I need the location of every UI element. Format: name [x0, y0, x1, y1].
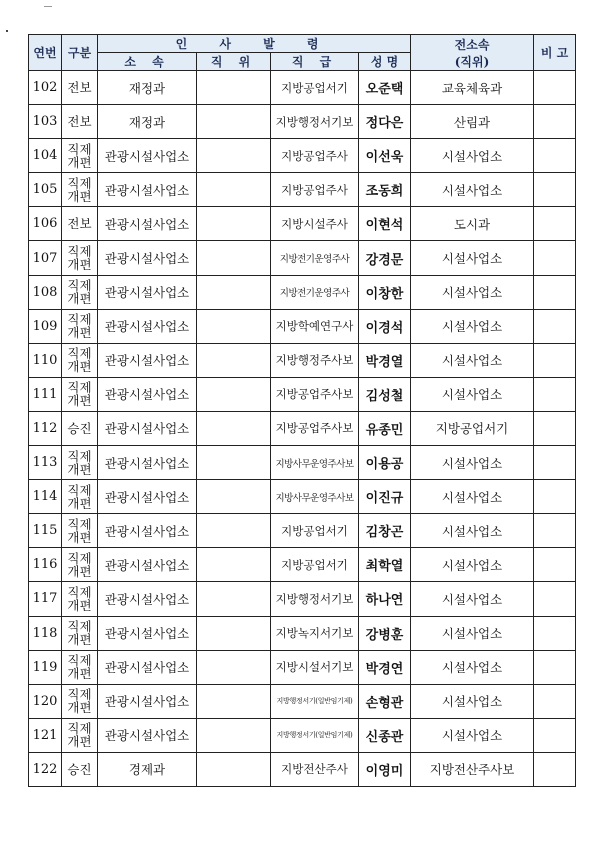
row-grade: 지방사무운영주사보 — [271, 480, 359, 514]
row-number: 105 — [29, 173, 62, 207]
row-grade: 지방시설주사 — [271, 207, 359, 241]
row-name: 손형관 — [359, 684, 411, 718]
row-name: 박경연 — [359, 650, 411, 684]
row-position — [197, 684, 271, 718]
row-grade: 지방공업주사 — [271, 173, 359, 207]
row-note — [534, 684, 576, 718]
row-note — [534, 173, 576, 207]
row-unit: 관광시설사업소 — [98, 616, 197, 650]
row-unit: 경제과 — [98, 752, 197, 786]
header-note: 비 고 — [534, 35, 576, 71]
row-position — [197, 275, 271, 309]
table-row — [29, 411, 576, 445]
row-grade: 지방행정서기보 — [271, 105, 359, 139]
row-kind: 직제 개편 — [62, 139, 98, 173]
row-name: 최학열 — [359, 548, 411, 582]
row-unit: 관광시설사업소 — [98, 207, 197, 241]
row-position — [197, 105, 271, 139]
row-grade: 지방공업주사 — [271, 139, 359, 173]
row-position — [197, 718, 271, 752]
row-previous-unit: 시설사업소 — [411, 309, 534, 343]
row-unit: 관광시설사업소 — [98, 241, 197, 275]
row-unit: 재정과 — [98, 105, 197, 139]
row-position — [197, 139, 271, 173]
row-unit: 관광시설사업소 — [98, 548, 197, 582]
row-note — [534, 446, 576, 480]
row-unit: 관광시설사업소 — [98, 275, 197, 309]
row-kind: 전보 — [62, 105, 98, 139]
row-previous-unit: 시설사업소 — [411, 480, 534, 514]
row-name: 오준택 — [359, 71, 411, 105]
header-position: 직 위 — [197, 53, 271, 71]
row-position — [197, 514, 271, 548]
row-number: 103 — [29, 105, 62, 139]
row-unit: 관광시설사업소 — [98, 684, 197, 718]
row-position — [197, 616, 271, 650]
row-kind: 전보 — [62, 71, 98, 105]
row-name: 이용공 — [359, 446, 411, 480]
row-position — [197, 480, 271, 514]
row-position — [197, 752, 271, 786]
row-kind: 직제 개편 — [62, 241, 98, 275]
row-kind: 직제 개편 — [62, 650, 98, 684]
row-kind: 승진 — [62, 752, 98, 786]
row-number: 110 — [29, 343, 62, 377]
row-previous-unit: 지방전산주사보 — [411, 752, 534, 786]
row-number: 116 — [29, 548, 62, 582]
row-position — [197, 241, 271, 275]
row-grade: 지방녹지서기보 — [271, 616, 359, 650]
row-number: 112 — [29, 411, 62, 445]
row-name: 신종관 — [359, 718, 411, 752]
table-row — [29, 616, 576, 650]
row-note — [534, 275, 576, 309]
row-note — [534, 480, 576, 514]
header-prev-line2: (직위) — [454, 54, 490, 69]
row-note — [534, 582, 576, 616]
row-unit: 관광시설사업소 — [98, 309, 197, 343]
row-previous-unit: 시설사업소 — [411, 616, 534, 650]
row-position — [197, 309, 271, 343]
row-name: 정다은 — [359, 105, 411, 139]
row-note — [534, 411, 576, 445]
row-unit: 관광시설사업소 — [98, 411, 197, 445]
table-row — [29, 480, 576, 514]
table-row — [29, 752, 576, 786]
row-number: 113 — [29, 446, 62, 480]
row-previous-unit: 시설사업소 — [411, 275, 534, 309]
row-previous-unit: 시설사업소 — [411, 377, 534, 411]
row-kind: 직제 개편 — [62, 480, 98, 514]
row-note — [534, 650, 576, 684]
row-unit: 관광시설사업소 — [98, 343, 197, 377]
table-header — [29, 35, 576, 71]
row-number: 104 — [29, 139, 62, 173]
row-position — [197, 446, 271, 480]
scan-mark — [44, 6, 52, 7]
row-note — [534, 752, 576, 786]
header-unit: 소 속 — [98, 53, 197, 71]
row-unit: 관광시설사업소 — [98, 377, 197, 411]
table-row — [29, 514, 576, 548]
row-position — [197, 343, 271, 377]
row-number: 120 — [29, 684, 62, 718]
row-grade: 지방전기운영주사 — [271, 241, 359, 275]
table-row — [29, 241, 576, 275]
row-name: 이영미 — [359, 752, 411, 786]
table-row — [29, 446, 576, 480]
row-name: 박경열 — [359, 343, 411, 377]
row-number: 109 — [29, 309, 62, 343]
row-previous-unit: 시설사업소 — [411, 718, 534, 752]
row-grade: 지방공업주사보 — [271, 411, 359, 445]
row-previous-unit: 시설사업소 — [411, 446, 534, 480]
row-name: 이현석 — [359, 207, 411, 241]
header-order-group: 인 사 발 령 — [98, 35, 411, 53]
row-number: 115 — [29, 514, 62, 548]
row-previous-unit: 시설사업소 — [411, 684, 534, 718]
row-unit: 관광시설사업소 — [98, 139, 197, 173]
row-position — [197, 411, 271, 445]
row-number: 107 — [29, 241, 62, 275]
row-note — [534, 105, 576, 139]
row-name: 강경문 — [359, 241, 411, 275]
row-kind: 직제 개편 — [62, 173, 98, 207]
row-name: 유종민 — [359, 411, 411, 445]
row-grade: 지방전기운영주사 — [271, 275, 359, 309]
row-number: 108 — [29, 275, 62, 309]
row-note — [534, 514, 576, 548]
row-grade: 지방행정서기(일반임기제) — [271, 718, 359, 752]
table-row — [29, 548, 576, 582]
row-kind: 직제 개편 — [62, 548, 98, 582]
row-previous-unit: 시설사업소 — [411, 514, 534, 548]
row-kind: 직제 개편 — [62, 343, 98, 377]
table-row — [29, 139, 576, 173]
table-row — [29, 275, 576, 309]
row-grade: 지방행정서기보 — [271, 582, 359, 616]
row-name: 이진규 — [359, 480, 411, 514]
row-kind: 직제 개편 — [62, 309, 98, 343]
header-kind: 구분 — [62, 35, 98, 71]
row-kind: 직제 개편 — [62, 718, 98, 752]
row-previous-unit: 시설사업소 — [411, 582, 534, 616]
row-grade: 지방공업주사보 — [271, 377, 359, 411]
row-name: 이창한 — [359, 275, 411, 309]
table-row — [29, 173, 576, 207]
row-previous-unit: 도시과 — [411, 207, 534, 241]
row-note — [534, 207, 576, 241]
row-number: 122 — [29, 752, 62, 786]
personnel-order-table — [28, 34, 576, 787]
row-name: 김창곤 — [359, 514, 411, 548]
row-grade: 지방학예연구사 — [271, 309, 359, 343]
table-row — [29, 582, 576, 616]
row-grade: 지방공업서기 — [271, 514, 359, 548]
row-grade: 지방전산주사 — [271, 752, 359, 786]
table-row — [29, 309, 576, 343]
row-number: 111 — [29, 377, 62, 411]
table-row — [29, 684, 576, 718]
row-note — [534, 241, 576, 275]
row-previous-unit: 시설사업소 — [411, 548, 534, 582]
row-previous-unit: 산림과 — [411, 105, 534, 139]
row-unit: 관광시설사업소 — [98, 650, 197, 684]
row-kind: 승진 — [62, 411, 98, 445]
row-unit: 재정과 — [98, 71, 197, 105]
row-position — [197, 650, 271, 684]
table-row — [29, 377, 576, 411]
row-note — [534, 309, 576, 343]
row-number: 118 — [29, 616, 62, 650]
row-grade: 지방공업서기 — [271, 71, 359, 105]
row-number: 114 — [29, 480, 62, 514]
table-row — [29, 718, 576, 752]
row-grade: 지방사무운영주사보 — [271, 446, 359, 480]
row-position — [197, 173, 271, 207]
row-name: 하나연 — [359, 582, 411, 616]
row-position — [197, 548, 271, 582]
row-number: 102 — [29, 71, 62, 105]
row-note — [534, 71, 576, 105]
table-row — [29, 343, 576, 377]
header-prev-line1: 전소속 — [454, 37, 490, 52]
header-grade: 직 급 — [271, 53, 359, 71]
row-name: 이선욱 — [359, 139, 411, 173]
personnel-order-page — [28, 34, 575, 787]
header-name: 성 명 — [359, 53, 411, 71]
row-number: 106 — [29, 207, 62, 241]
row-previous-unit: 시설사업소 — [411, 173, 534, 207]
row-note — [534, 548, 576, 582]
row-unit: 관광시설사업소 — [98, 480, 197, 514]
row-number: 117 — [29, 582, 62, 616]
row-previous-unit: 지방공업서기 — [411, 411, 534, 445]
row-previous-unit: 시설사업소 — [411, 343, 534, 377]
row-kind: 직제 개편 — [62, 684, 98, 718]
row-position — [197, 207, 271, 241]
row-unit: 관광시설사업소 — [98, 446, 197, 480]
row-note — [534, 377, 576, 411]
row-unit: 관광시설사업소 — [98, 582, 197, 616]
table-row — [29, 71, 576, 105]
row-previous-unit: 시설사업소 — [411, 139, 534, 173]
row-previous-unit: 시설사업소 — [411, 650, 534, 684]
row-grade: 지방행정서기(일반임기제) — [271, 684, 359, 718]
row-grade: 지방시설서기보 — [271, 650, 359, 684]
row-name: 조동희 — [359, 173, 411, 207]
row-kind: 직제 개편 — [62, 446, 98, 480]
scan-dot — [6, 30, 8, 32]
row-note — [534, 718, 576, 752]
row-position — [197, 582, 271, 616]
row-previous-unit: 시설사업소 — [411, 241, 534, 275]
row-name: 강병훈 — [359, 616, 411, 650]
row-unit: 관광시설사업소 — [98, 718, 197, 752]
row-kind: 전보 — [62, 207, 98, 241]
row-previous-unit: 교육체육과 — [411, 71, 534, 105]
row-unit: 관광시설사업소 — [98, 514, 197, 548]
row-number: 119 — [29, 650, 62, 684]
row-kind: 직제 개편 — [62, 514, 98, 548]
header-seq: 연번 — [29, 35, 62, 71]
row-grade: 지방행정주사보 — [271, 343, 359, 377]
row-kind: 직제 개편 — [62, 377, 98, 411]
row-position — [197, 71, 271, 105]
row-name: 김성철 — [359, 377, 411, 411]
row-note — [534, 343, 576, 377]
table-row — [29, 207, 576, 241]
row-name: 이경석 — [359, 309, 411, 343]
table-body — [29, 71, 576, 787]
row-kind: 직제 개편 — [62, 616, 98, 650]
row-note — [534, 139, 576, 173]
row-kind: 직제 개편 — [62, 582, 98, 616]
row-note — [534, 616, 576, 650]
row-position — [197, 377, 271, 411]
header-prev — [411, 35, 534, 71]
table-row — [29, 105, 576, 139]
row-unit: 관광시설사업소 — [98, 173, 197, 207]
table-row — [29, 650, 576, 684]
row-grade: 지방공업서기 — [271, 548, 359, 582]
row-number: 121 — [29, 718, 62, 752]
row-kind: 직제 개편 — [62, 275, 98, 309]
